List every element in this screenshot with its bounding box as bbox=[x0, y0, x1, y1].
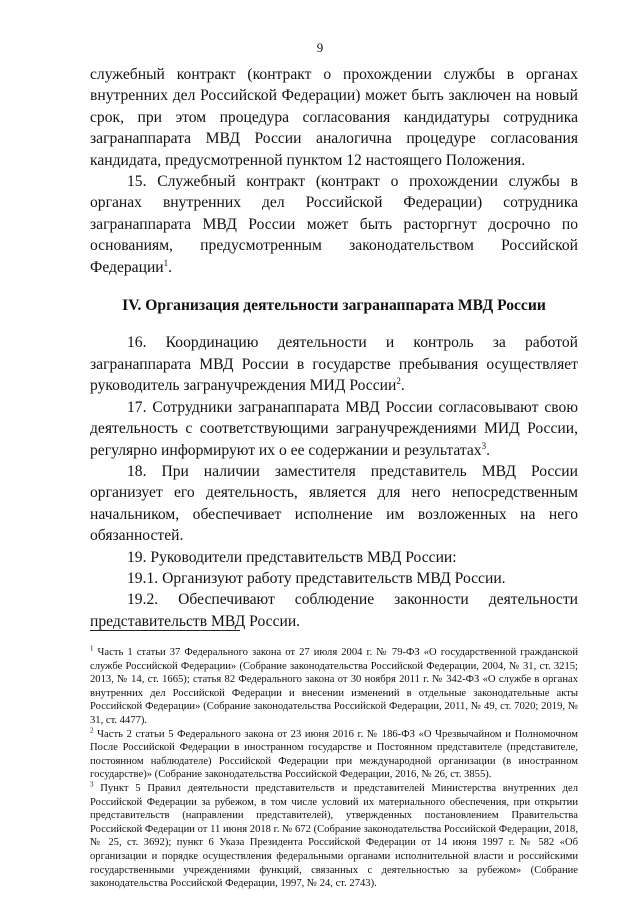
footnotes bbox=[90, 646, 578, 891]
footnote-text: Пункт 5 Правил деятельности представительств и представителей Министерства внутренних дел Российской Федерации за рубежом, в том числе условий их материального обеспечения, при открытии представительств (направлении представителей), утвержденных постановлением Правительства Российской Федерации от 11 июня 2018 г. № 672 (Собрание законодательства Российской Федерации, 2018, № 25, ст. 3692); пункт 6 Указа Президента Российской Федерации от 14 июня 1997 г. № 582 «Об организации и порядке осуществления федеральными органами исполнительной власти и российскими государственными учреждениями функций, связанных с деятельностью за рубежом» (Собрание законодательства Российской Федерации, 1997, № 24, ст. 2743). bbox=[90, 782, 578, 890]
paragraph-16 bbox=[90, 332, 578, 396]
section-heading: IV. Организация деятельности загранаппарата МВД России bbox=[122, 297, 546, 315]
footnote-text: Часть 1 статьи 37 Федерального закона от 27 июля 2004 г. № 79-ФЗ «О государственной гражданской службе Российской Федерации» (Собрание законодательства Российской Федерации, 2004, № 31, ст. 3215; 2013, № 14, ст. 1665); статья 82 Федерального закона от 30 ноября 2011 г. № 342-ФЗ «О службе в органах внутренних дел Российской Федерации и внесении изменений в отдельные законодательные акты Российской Федерации» (Собрание законодательства Российской Федерации, 2011, № 49, ст. 7020; 2019, № 31, ст. 4477). bbox=[90, 647, 578, 726]
paragraph-tail: . bbox=[168, 258, 173, 276]
paragraph-text: 18. При наличии заместителя представитель МВД России организует его деятельность, является для него непосредственным начальником, обеспечивает исполнение им возложенных на него обязанностей. bbox=[90, 462, 578, 545]
footnote-ref-1[interactable]: 1 bbox=[163, 257, 169, 268]
footnote-mark: 1 bbox=[90, 644, 94, 653]
footnote-separator bbox=[90, 630, 240, 631]
footnote-mark: 2 bbox=[90, 726, 94, 735]
main-text bbox=[90, 64, 578, 632]
footnote-3 bbox=[90, 782, 578, 891]
paragraph-tail: . bbox=[486, 441, 490, 459]
footnote-ref-2[interactable]: 2 bbox=[396, 376, 401, 387]
footnote-mark: 3 bbox=[90, 780, 94, 789]
paragraph-text: 15. Служебный контракт (контракт о прохождении службы в органах внутренних дел Российской Федерации) сотрудника загранаппарата МВД России может быть расторгнут досрочно по основаниям, предусмотренным законодательством Российской Федерации bbox=[90, 173, 578, 276]
paragraph-15 bbox=[90, 171, 578, 278]
paragraph-17 bbox=[90, 397, 578, 461]
footnote-2 bbox=[90, 728, 578, 782]
footnote-text: Часть 2 статьи 5 Федерального закона от 23 июня 2016 г. № 186-ФЗ «О Чрезвычайном и Полномочном После Российской Федерации в иностранном государстве и Постоянном представителе (представителе, постоянном наблюдателе) Российской Федерации при международной организации (в иностранном государстве)» (Собрание законодательства Российской Федерации, 2016, № 26, ст. 3855). bbox=[90, 728, 578, 781]
paragraph-18 bbox=[90, 461, 578, 547]
paragraph-text: 19. Руководители представительств МВД России: bbox=[127, 548, 457, 566]
footnote-1 bbox=[90, 646, 578, 728]
paragraph-tail: . bbox=[400, 377, 405, 395]
paragraph-19-2 bbox=[90, 589, 578, 632]
paragraph-text: 16. Координацию деятельности и контроль за работой загранаппарата МВД России в государстве пребывания осуществляет руководитель загранучреждения МИД России bbox=[90, 334, 578, 395]
footnote-ref-3[interactable]: 3 bbox=[481, 440, 487, 451]
paragraph-text: служебный контракт (контракт о прохождении службы в органах внутренних дел Российской Федерации) может быть заключен на новый срок, при этом процедура согласования кандидатуры сотрудника загранаппарата МВД России аналогична процедуре согласования кандидата, предусмотренной пунктом 12 настоящего Положения. bbox=[90, 66, 578, 169]
paragraph-text: 19.1. Организуют работу представительств МВД России. bbox=[127, 569, 506, 587]
paragraph-text: 19.2. Обеспечивают соблюдение законности деятельности представительств МВД России. bbox=[90, 591, 578, 630]
page-number: 9 bbox=[316, 40, 324, 55]
paragraph-continuation bbox=[90, 64, 578, 171]
paragraph-19-1 bbox=[90, 568, 578, 589]
paragraph-text: 17. Сотрудники загранаппарата МВД России согласовывают свою деятельность с соответствующими загранучреждениями МИД России, регулярно информируют их о ее содержании и результатах bbox=[90, 398, 578, 459]
paragraph-19 bbox=[90, 547, 578, 568]
